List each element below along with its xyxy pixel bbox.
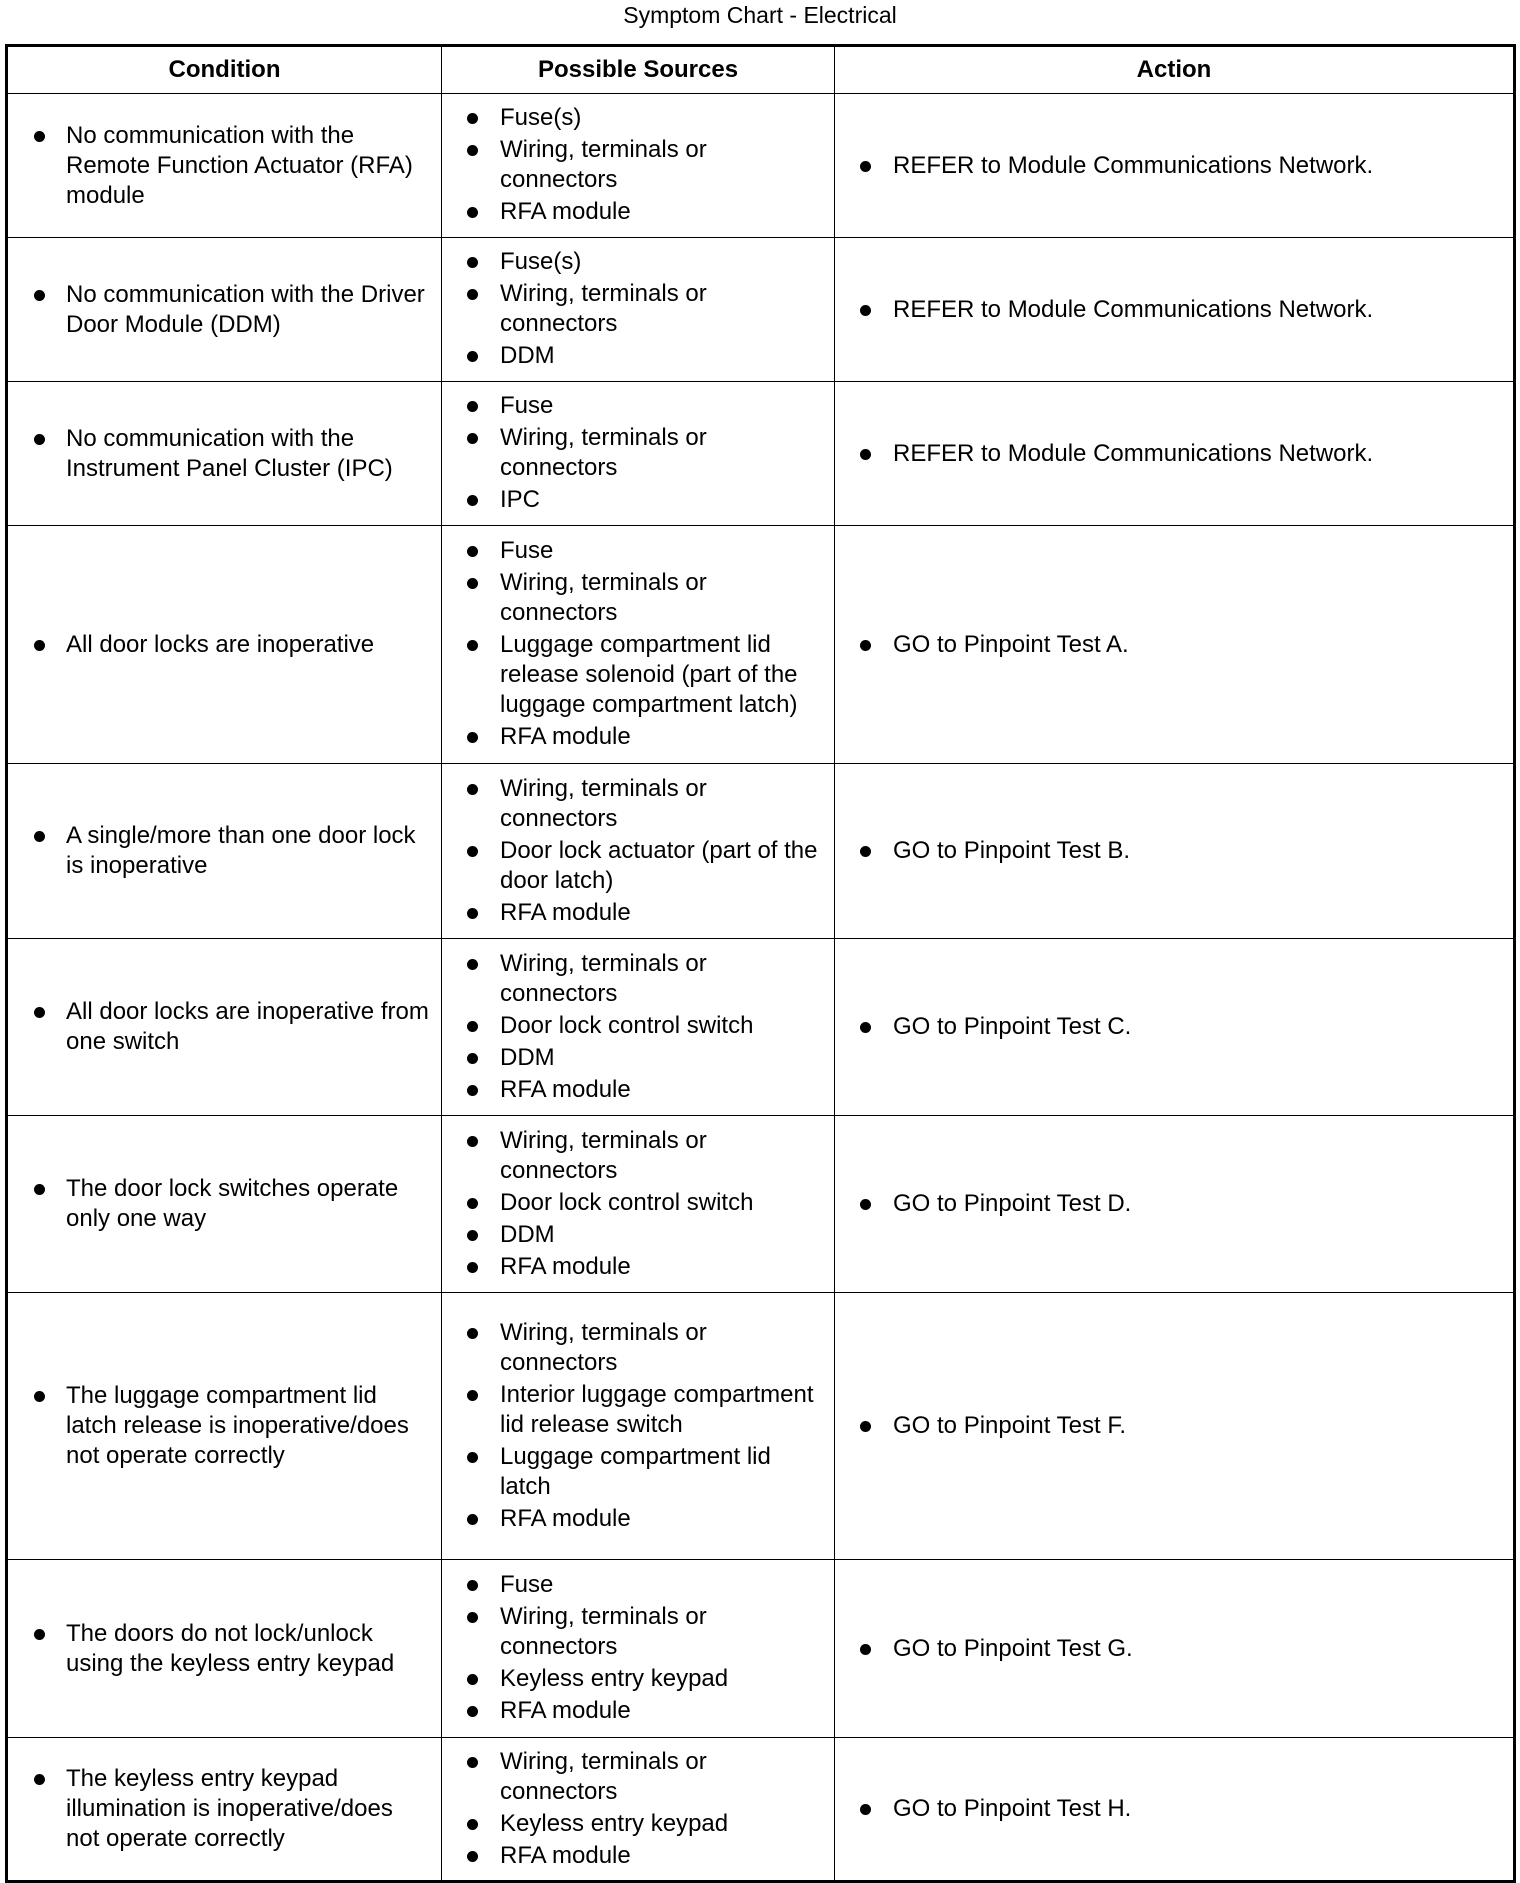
condition-cell: [7, 526, 442, 764]
action-text: GO to Pinpoint Test B.: [893, 836, 1513, 866]
source-item: Door lock actuator (part of the door latch): [500, 836, 820, 896]
condition-list: [8, 1619, 441, 1679]
source-item: Wiring, terminals or connectors: [500, 1602, 820, 1662]
action-cell: [835, 238, 1515, 382]
source-item: Fuse(s): [500, 103, 820, 133]
table-row: [7, 526, 1515, 764]
table-row: [7, 238, 1515, 382]
source-item: RFA module: [500, 898, 820, 928]
source-item: Luggage compartment lid release solenoid (part of the luggage compartment latch): [500, 630, 820, 720]
action-cell: [835, 939, 1515, 1116]
sources-cell: [442, 1738, 835, 1882]
condition-list: [8, 1764, 441, 1854]
action-text: REFER to Module Communications Network.: [893, 151, 1513, 181]
source-item: RFA module: [500, 1841, 820, 1871]
source-item: Keyless entry keypad: [500, 1664, 820, 1694]
sources-cell: [442, 1293, 835, 1560]
condition-text: All door locks are inoperative: [66, 630, 431, 660]
chart-body: [7, 94, 1515, 1882]
condition-text: All door locks are inoperative from one switch: [66, 997, 431, 1057]
condition-list: [8, 1381, 441, 1471]
sources-header: Possible Sources: [442, 46, 835, 94]
sources-cell: [442, 1116, 835, 1293]
source-item: RFA module: [500, 197, 820, 227]
action-text: GO to Pinpoint Test G.: [893, 1634, 1513, 1664]
condition-list: [8, 280, 441, 340]
source-item: Keyless entry keypad: [500, 1809, 820, 1839]
sources-cell: [442, 939, 835, 1116]
source-item: Fuse: [500, 536, 820, 566]
action-cell: [835, 1560, 1515, 1738]
condition-list: [8, 121, 441, 211]
source-item: Wiring, terminals or connectors: [500, 279, 820, 339]
condition-text: The keyless entry keypad illumination is inoperative/does not operate correctly: [66, 1764, 431, 1854]
sources-list: [442, 1318, 834, 1534]
action-cell: [835, 1738, 1515, 1882]
action-cell: [835, 382, 1515, 526]
condition-cell: [7, 1560, 442, 1738]
table-row: [7, 1293, 1515, 1560]
action-text: GO to Pinpoint Test H.: [893, 1794, 1513, 1824]
condition-cell: [7, 1293, 442, 1560]
condition-text: The luggage compartment lid latch release is inoperative/does not operate correctly: [66, 1381, 431, 1471]
source-item: Wiring, terminals or connectors: [500, 568, 820, 628]
condition-cell: [7, 764, 442, 939]
source-item: Luggage compartment lid latch: [500, 1442, 820, 1502]
source-item: Interior luggage compartment lid release switch: [500, 1380, 820, 1440]
source-item: Wiring, terminals or connectors: [500, 1747, 820, 1807]
source-item: RFA module: [500, 1252, 820, 1282]
source-item: Wiring, terminals or connectors: [500, 1126, 820, 1186]
action-text: REFER to Module Communications Network.: [893, 439, 1513, 469]
sources-list: [442, 949, 834, 1105]
source-item: IPC: [500, 485, 820, 515]
condition-cell: [7, 94, 442, 238]
table-row: [7, 382, 1515, 526]
action-cell: [835, 1116, 1515, 1293]
table-row: [7, 1116, 1515, 1293]
source-item: Door lock control switch: [500, 1011, 820, 1041]
sources-cell: [442, 94, 835, 238]
action-cell: [835, 764, 1515, 939]
action-cell: [835, 94, 1515, 238]
action-cell: [835, 526, 1515, 764]
source-item: RFA module: [500, 1075, 820, 1105]
condition-list: [8, 997, 441, 1057]
condition-text: A single/more than one door lock is inoperative: [66, 821, 431, 881]
sources-list: [442, 1126, 834, 1282]
source-item: RFA module: [500, 722, 820, 752]
source-item: Fuse(s): [500, 247, 820, 277]
source-item: DDM: [500, 341, 820, 371]
header-row: [7, 46, 1515, 94]
action-list: [835, 1634, 1513, 1664]
table-row: [7, 94, 1515, 238]
source-item: RFA module: [500, 1696, 820, 1726]
source-item: DDM: [500, 1043, 820, 1073]
table-row: [7, 1560, 1515, 1738]
action-text: GO to Pinpoint Test C.: [893, 1012, 1513, 1042]
symptom-chart-table: [5, 44, 1516, 1883]
action-header: Action: [835, 46, 1515, 94]
action-cell: [835, 1293, 1515, 1560]
source-item: Wiring, terminals or connectors: [500, 774, 820, 834]
condition-cell: [7, 382, 442, 526]
action-list: [835, 1411, 1513, 1441]
action-text: GO to Pinpoint Test F.: [893, 1411, 1513, 1441]
action-list: [835, 295, 1513, 325]
table-row: [7, 764, 1515, 939]
sources-list: [442, 536, 834, 752]
source-item: Door lock control switch: [500, 1188, 820, 1218]
sources-cell: [442, 238, 835, 382]
condition-text: The doors do not lock/unlock using the keyless entry keypad: [66, 1619, 431, 1679]
condition-list: [8, 424, 441, 484]
source-item: Wiring, terminals or connectors: [500, 1318, 820, 1378]
action-text: GO to Pinpoint Test D.: [893, 1189, 1513, 1219]
action-list: [835, 439, 1513, 469]
source-item: DDM: [500, 1220, 820, 1250]
action-list: [835, 1012, 1513, 1042]
condition-text: No communication with the Driver Door Module (DDM): [66, 280, 431, 340]
sources-list: [442, 1570, 834, 1726]
condition-text: The door lock switches operate only one way: [66, 1174, 431, 1234]
sources-cell: [442, 764, 835, 939]
action-list: [835, 1794, 1513, 1824]
condition-cell: [7, 1116, 442, 1293]
action-text: REFER to Module Communications Network.: [893, 295, 1513, 325]
sources-list: [442, 247, 834, 371]
condition-text: No communication with the Instrument Panel Cluster (IPC): [66, 424, 431, 484]
action-list: [835, 630, 1513, 660]
table-row: [7, 1738, 1515, 1882]
sources-list: [442, 1747, 834, 1871]
condition-cell: [7, 939, 442, 1116]
table-row: [7, 939, 1515, 1116]
action-list: [835, 836, 1513, 866]
condition-cell: [7, 238, 442, 382]
source-item: Wiring, terminals or connectors: [500, 135, 820, 195]
source-item: RFA module: [500, 1504, 820, 1534]
page-title: Symptom Chart - Electrical: [623, 2, 897, 28]
source-item: Wiring, terminals or connectors: [500, 949, 820, 1009]
source-item: Wiring, terminals or connectors: [500, 423, 820, 483]
sources-cell: [442, 1560, 835, 1738]
action-text: GO to Pinpoint Test A.: [893, 630, 1513, 660]
condition-text: No communication with the Remote Function Actuator (RFA) module: [66, 121, 431, 211]
condition-header: Condition: [7, 46, 442, 94]
source-item: Fuse: [500, 391, 820, 421]
action-list: [835, 1189, 1513, 1219]
condition-cell: [7, 1738, 442, 1882]
condition-list: [8, 1174, 441, 1234]
sources-list: [442, 774, 834, 928]
condition-list: [8, 821, 441, 881]
action-list: [835, 151, 1513, 181]
condition-list: [8, 630, 441, 660]
sources-list: [442, 103, 834, 227]
sources-cell: [442, 526, 835, 764]
sources-list: [442, 391, 834, 515]
source-item: Fuse: [500, 1570, 820, 1600]
sources-cell: [442, 382, 835, 526]
